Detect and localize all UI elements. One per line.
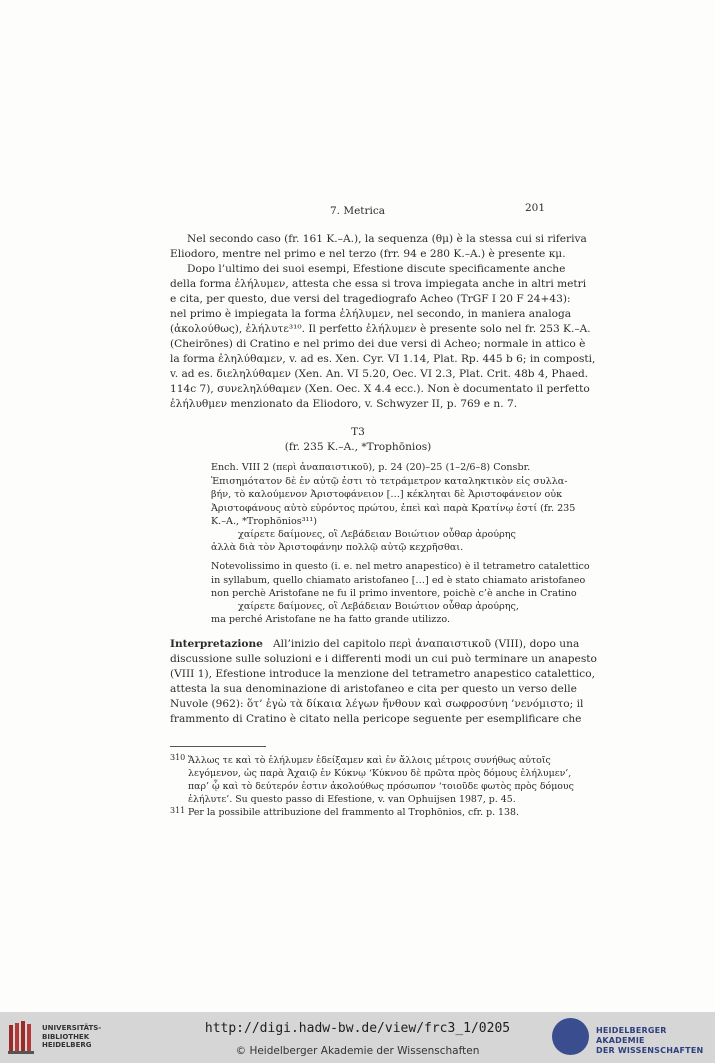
body-line: Eliodoro, mentre nel primo e nel terzo (frr. 94 e 280 K.–A.) è presente κμ.	[170, 248, 566, 260]
greek-line: Ἀριστοφάνους αὐτὸ εὑρόντος πρώτου, ἐπεὶ καὶ παρὰ Κρατίνῳ ἐστί (fr. 235	[211, 503, 576, 514]
body-line: ἐλήλυθμεν menzionato da Eliodoro, v. Schwyzer II, p. 769 e n. 7.	[170, 398, 518, 410]
testimonium-subtitle: (fr. 235 K.–A., *Trophōnios)	[284, 441, 432, 453]
greek-line: K.–A., *Trophōnios³¹¹)	[211, 516, 317, 527]
footnote-number: 311	[170, 806, 186, 815]
page-number: 201	[524, 202, 545, 214]
body-line: (VIII 1), Efestione introduce la menzione del tetrametro anapestico catalettico,	[170, 668, 595, 680]
footnote-line: Per la possibile attribuzione del frammento al Trophōnios, cfr. p. 138.	[188, 807, 519, 818]
footnote-line: λεγόμενον, ὡς παρὰ Ἀχαιῷ ἐν Κύκνῳ ‘Κύκνου δὲ πρῶτα πρὸς δόμους ἐλήλυμεν’,	[188, 768, 572, 779]
interpretation-text: All’inizio del capitolo περὶ ἀναπαιστικοῦ (VIII), dopo una	[273, 638, 580, 650]
permalink-url[interactable]: http://digi.hadw-bw.de/view/frc3_1/0205	[204, 1021, 511, 1036]
footnote-line: παρ’ ᾧ καὶ τὸ δεύτερόν ἐστιν ἀκολούθως πρόσωπον ‘τοιοῦδε φωτὸς πρὸς δόμους	[188, 781, 574, 792]
footnote-line: Ἄλλως τε καὶ τὸ ἐλήλυμεν ἐδείξαμεν καὶ ἐν ἄλλοις μέτροις συνήθως αὐτοῖς	[188, 755, 551, 766]
university-library-logo-text: UNIVERSITÄTS- BIBLIOTHEK HEIDELBERG	[42, 1024, 102, 1049]
footnote-number: 310	[170, 753, 186, 762]
viewer-footer	[0, 1012, 715, 1063]
body-line: della forma ἐλήλυμεν, attesta che essa si trova impiegata anche in altri metri	[170, 278, 587, 290]
body-line: Dopo l’ultimo dei suoi esempi, Efestione discute specificamente anche	[187, 263, 566, 275]
running-header: 7. Metrica	[329, 205, 386, 217]
footnote-divider	[170, 746, 266, 747]
translation-verse: χαίρετε δαίμονες, οἳ Λεβάδειαν Βοιώτιον οὖθαρ ἀρούρης,	[238, 601, 519, 612]
body-line: v. ad es. διεληλύθαμεν (Xen. An. VI 5.20, Oec. VI 2.3, Plat. Crit. 48b 4, Phaed.	[170, 368, 589, 380]
greek-line: Ἐπισημότατον δὲ ἐν αὐτῷ ἐστι τὸ τετράμετρον καταληκτικὸν εἰς συλλα-	[211, 476, 568, 487]
body-line: (ἀκολούθως), ἐλήλυτε³¹⁰. Il perfetto ἐλήλυμεν è presente solo nel fr. 253 K.–A.	[170, 323, 591, 335]
translation-line: ma perché Aristofane ne ha fatto grande utilizzo.	[211, 614, 451, 625]
greek-line: ἀλλὰ διὰ τὸν Ἀριστοφάνην πολλῷ αὐτῷ κεχρῆσθαι.	[211, 542, 464, 553]
academy-logo-text: HEIDELBERGER AKADEMIE DER WISSENSCHAFTEN	[596, 1026, 704, 1055]
body-line: nel primo è impiegata la forma ἐλήλυμεν, nel secondo, in maniera analoga	[170, 308, 572, 320]
translation-line: in syllabum, quello chiamato aristofaneo […] ed è stato chiamato aristofaneo	[211, 575, 586, 586]
source-citation: Ench. VIII 2 (περὶ ἀναπαιστικοῦ), p. 24 (20)–25 (1–2/6–8) Consbr.	[211, 462, 531, 473]
copyright-notice: © Heidelberger Akademie der Wissenschaften	[235, 1045, 480, 1057]
body-line: Nuvole (962): ὅτ’ ἐγὼ τὰ δίκαια λέγων ἤνθουν καὶ σωφροσύνη ’νενόμιστο; il	[170, 698, 584, 710]
body-line: e cita, per questo, due versi del tragediografo Acheo (TrGF I 20 F 24+43):	[170, 293, 571, 305]
body-line: attesta la sua denominazione di aristofaneo e cita per questo un verso delle	[170, 683, 577, 695]
body-line: la forma ἐληλύθαμεν, v. ad es. Xen. Cyr. VI 1.14, Plat. Rp. 445 b 6; in composti,	[170, 353, 596, 365]
body-line: Nel secondo caso (fr. 161 K.–A.), la sequenza (θμ) è la stessa cui si riferiva	[187, 233, 587, 245]
translation-line: non perchè Aristofane ne fu il primo inventore, poichè c’è anche in Cratino	[211, 588, 577, 599]
body-line: 114c 7), συνεληλύθαμεν (Xen. Oec. X 4.4 ecc.). Non è documentato il perfetto	[170, 383, 590, 395]
interpretation-first-line	[170, 637, 580, 652]
footnote-line: ἐλήλυτε’. Su questo passo di Efestione, v. van Ophuijsen 1987, p. 45.	[188, 794, 516, 805]
body-line: (Cheirōnes) di Cratino e nel primo dei due versi di Acheo; normale in attico è	[170, 338, 586, 350]
verse-line: χαίρετε δαίμονες, οἳ Λεβάδειαν Βοιώτιον οὖθαρ ἀρούρης	[238, 529, 516, 540]
translation-line: Notevolissimo in questo (i. e. nel metro anapestico) è il tetrametro catalettico	[211, 561, 590, 572]
interpretation-heading: Interpretazione	[170, 638, 263, 650]
academy-seal-icon	[552, 1018, 589, 1055]
body-line: discussione sulle soluzioni e i differenti modi un cui può terminare un anapesto	[170, 653, 597, 665]
greek-line: βήν, τὸ καλούμενον Ἀριστοφάνειον […] κέκληται δὲ Ἀριστοφάνειον οὐκ	[211, 489, 563, 500]
testimonium-label: T3	[351, 426, 365, 438]
body-line: frammento di Cratino è citato nella pericope seguente per esemplificare che	[170, 713, 582, 725]
